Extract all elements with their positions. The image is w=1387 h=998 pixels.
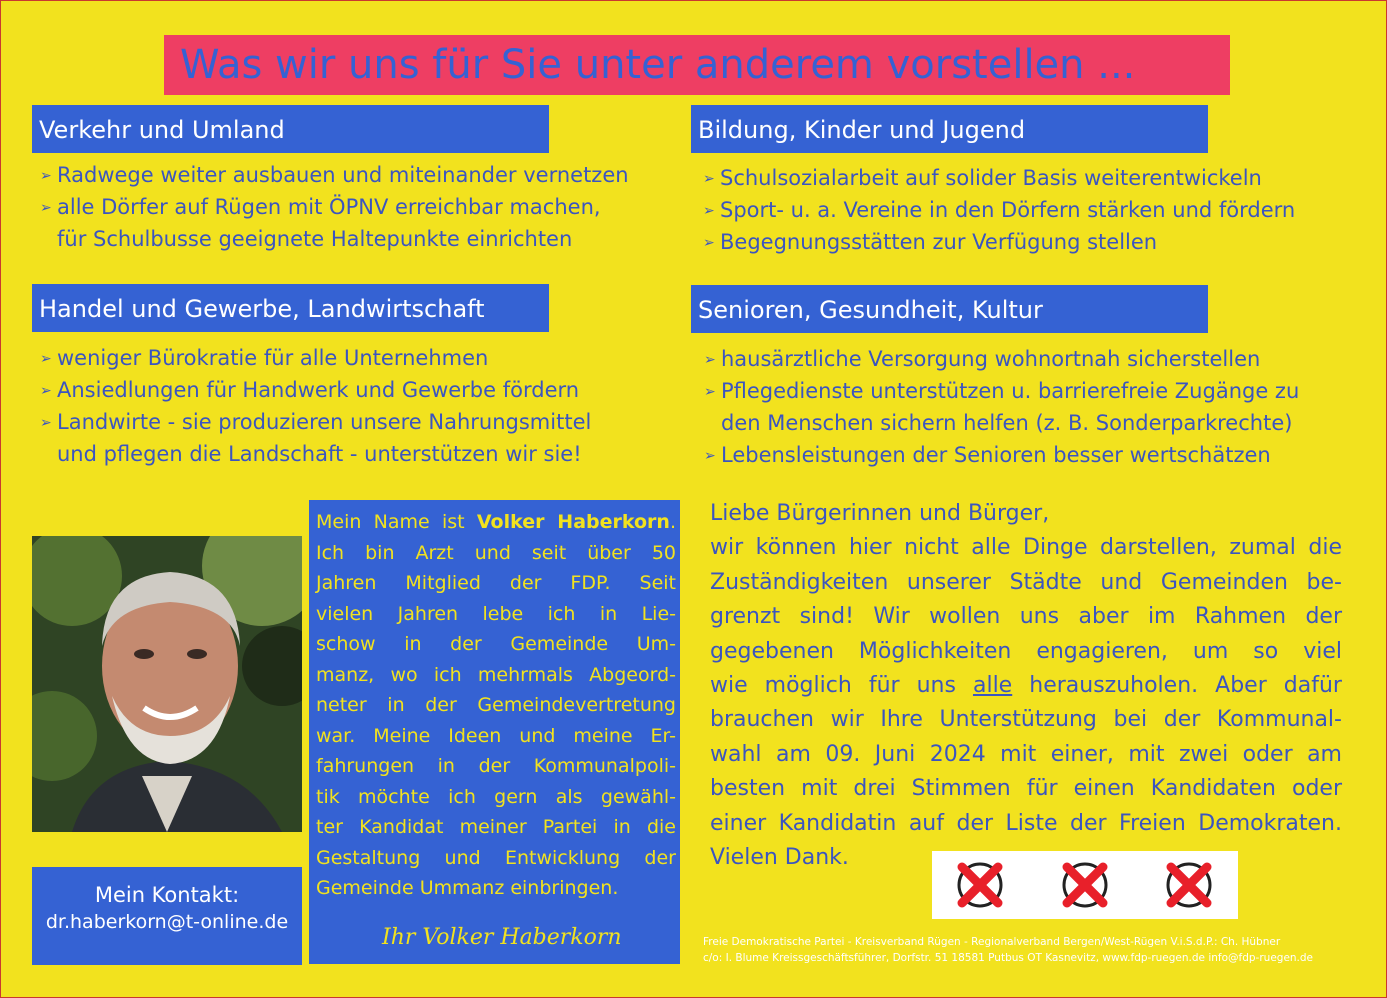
signature: Ihr Volker Haberkorn xyxy=(382,925,622,950)
bio-line xyxy=(316,507,676,538)
bio-line: Jahren Mitglied der FDP. Seit xyxy=(316,572,676,594)
bio-line: Ich bin Arzt und seit über 50 xyxy=(316,541,676,564)
candidate-photo xyxy=(32,536,302,832)
bio-line: fahrungen in der Kommunalpoli- xyxy=(316,755,676,777)
list-handel xyxy=(40,342,591,470)
ballot-crosses xyxy=(932,851,1238,919)
list-item: ➢ Begegnungsstätten zur Verfügung stellen xyxy=(703,226,1295,258)
bio-period: . xyxy=(669,511,676,533)
list-item: ➢ alle Dörfer auf Rügen mit ÖPNV erreichbar machen, xyxy=(40,191,629,223)
list-item: ➢ weniger Bürokratie für alle Unternehmen xyxy=(40,342,591,374)
ballot-cross-icon xyxy=(1161,857,1217,913)
bio-line: vielen Jahren lebe ich in Lie- xyxy=(316,602,676,625)
list-item: ➢ hausärztliche Versorgung wohnortnah sicherstellen xyxy=(704,343,1299,375)
letter-line: Zuständigkeiten unserer Städte und Gemeinden be- xyxy=(710,569,1342,595)
candidate-name: Volker Haberkorn xyxy=(476,511,670,533)
list-item: ➢ Sport- u. a. Vereine in den Dörfern stärken und fördern xyxy=(703,194,1295,226)
list-bildung xyxy=(703,162,1295,258)
letter-text xyxy=(710,497,1342,875)
bio-line: schow in der Gemeinde Um- xyxy=(316,633,676,655)
bio-line: manz, wo ich mehrmals Abgeord- xyxy=(316,663,676,686)
letter-greeting: Liebe Bürgerinnen und Bürger, xyxy=(710,501,1050,526)
heading-bildung: Bildung, Kinder und Jugend xyxy=(691,105,1208,153)
contact-box xyxy=(32,867,302,965)
list-item-text: und pflegen die Landschaft - unterstützen wir sie! xyxy=(57,442,582,466)
letter-fragment: herauszuholen. Aber dafür xyxy=(1012,673,1342,699)
contact-label: Mein Kontakt: xyxy=(94,883,240,907)
letter-line: besten mit drei Stimmen für einen Kandidaten oder xyxy=(710,776,1342,802)
bio-intro: Mein Name ist xyxy=(316,511,465,533)
list-senioren xyxy=(704,343,1299,471)
heading-verkehr: Verkehr und Umland xyxy=(32,105,549,153)
list-verkehr xyxy=(40,159,629,255)
list-item-continuation xyxy=(704,407,1299,439)
letter-line: wahl am 09. Juni 2024 mit einer, mit zwei oder am xyxy=(710,741,1342,767)
bio-line: Gemeinde Ummanz einbringen. xyxy=(316,877,619,899)
ballot-cross-icon xyxy=(952,857,1008,913)
imprint-line: Freie Demokratische Partei - Kreisverband Rügen - Regionalverband Bergen/West-Rügen V.i.S.d.P.: Ch. Hübner xyxy=(703,936,1281,948)
list-item: ➢ Ansiedlungen für Handwerk und Gewerbe fördern xyxy=(40,374,591,406)
letter-line: gegebenen Möglichkeiten engagieren, um so viel xyxy=(710,638,1342,664)
list-item: ➢ Pflegedienste unterstützen u. barrierefreie Zugänge zu xyxy=(704,375,1299,407)
letter-underlined-word: alle xyxy=(972,673,1013,699)
heading-senioren: Senioren, Gesundheit, Kultur xyxy=(691,285,1208,333)
bio-line: tik möchte ich gern als gewähl- xyxy=(316,785,676,808)
page-title: Was wir uns für Sie unter anderem vorstellen ... xyxy=(164,35,1230,95)
list-item-text: für Schulbusse geeignete Haltepunkte einrichten xyxy=(57,227,573,251)
list-item-text: den Menschen sichern helfen (z. B. Sonderparkrechte) xyxy=(721,411,1293,435)
imprint-line: c/o: I. Blume Kreissgeschäftsführer, Dorfstr. 51 18581 Putbus OT Kasnevitz, www.fdp-ruegen.de info@fdp-ruegen.de xyxy=(703,952,1314,964)
letter-closing: Vielen Dank. xyxy=(710,845,849,871)
letter-line: einer Kandidatin auf der Liste der Freien Demokraten. xyxy=(710,810,1342,836)
ballot-cross-icon xyxy=(1057,857,1113,913)
list-item: ➢ Radwege weiter ausbauen und miteinander vernetzen xyxy=(40,159,629,191)
list-item-continuation xyxy=(40,438,591,470)
list-item: ➢ Landwirte - sie produzieren unsere Nahrungsmittel xyxy=(40,406,591,438)
bio-line: Gestaltung und Entwicklung der xyxy=(316,846,676,869)
letter-line: wir können hier nicht alle Dinge darstellen, zumal die xyxy=(710,535,1342,561)
heading-handel: Handel und Gewerbe, Landwirtschaft xyxy=(32,284,549,332)
bio-line: ter Kandidat meiner Partei in die xyxy=(316,816,676,838)
list-item: ➢ Lebensleistungen der Senioren besser wertschätzen xyxy=(704,439,1299,471)
bio-box xyxy=(309,500,680,964)
bio-line: war. Meine Ideen und meine Er- xyxy=(316,724,676,747)
bio-line: neter in der Gemeindevertretung xyxy=(316,694,676,716)
letter-line: brauchen wir Ihre Unterstützung bei der Kommunal- xyxy=(710,707,1342,733)
letter-line: grenzt sind! Wir wollen uns aber im Rahmen der xyxy=(710,604,1342,630)
portrait-illustration xyxy=(32,536,302,832)
contact-email[interactable]: dr.haberkorn@t-online.de xyxy=(45,911,289,933)
letter-line xyxy=(710,669,1342,703)
imprint-footer xyxy=(703,934,1363,966)
list-item-continuation xyxy=(40,223,629,255)
list-item: ➢ Schulsozialarbeit auf solider Basis weiterentwickeln xyxy=(703,162,1295,194)
letter-fragment: wie möglich für uns xyxy=(710,673,973,699)
